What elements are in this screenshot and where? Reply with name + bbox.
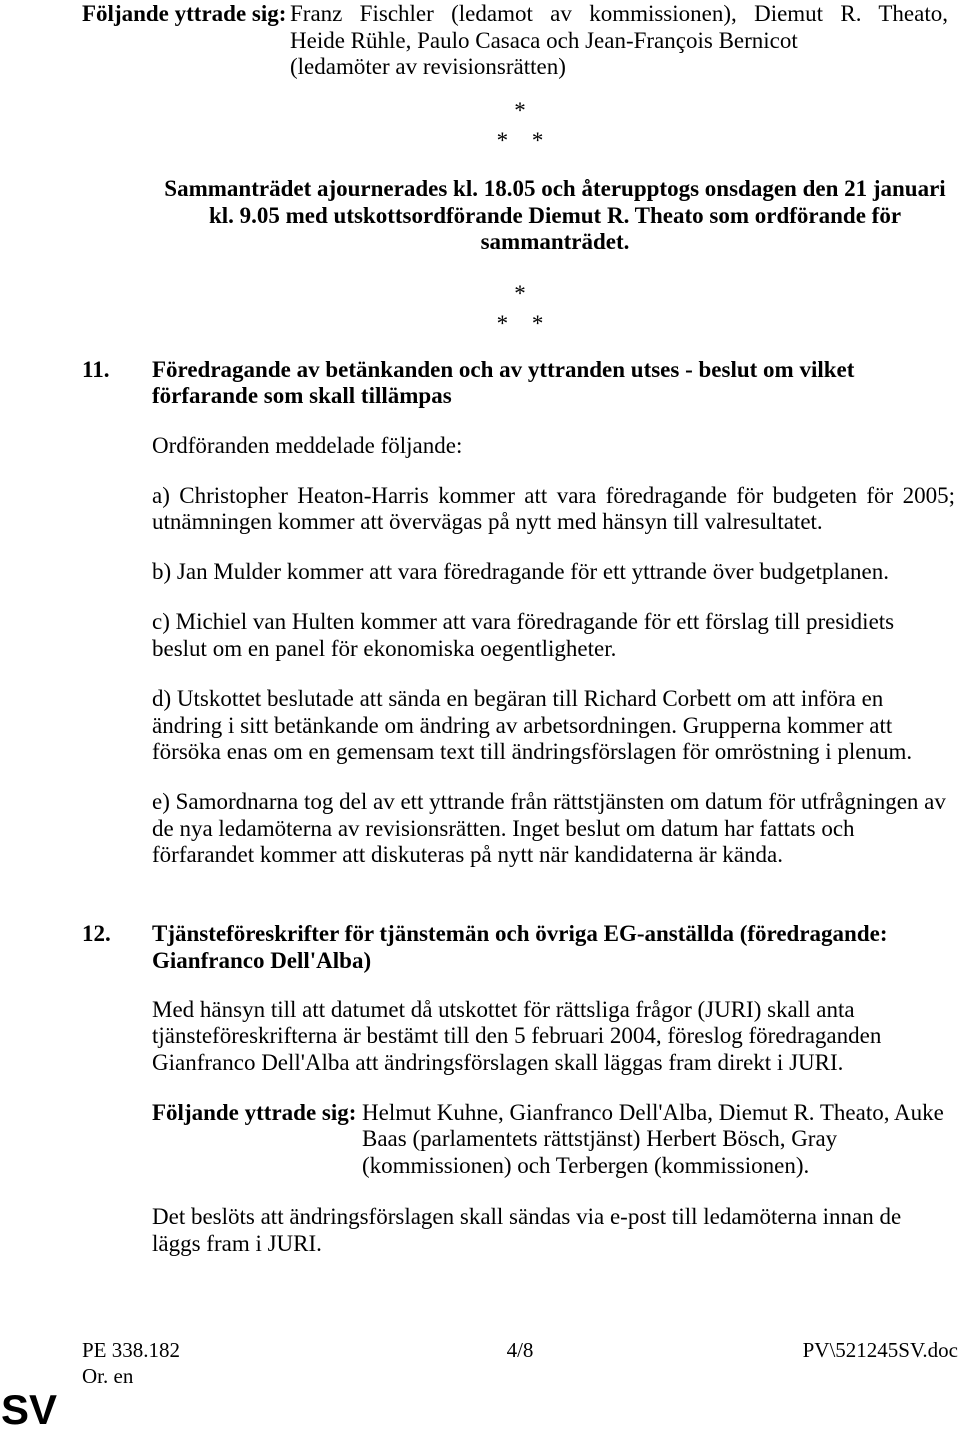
asterisk-line: *	[514, 98, 526, 123]
decision-line: Det beslöts att ändringsförslagen skall sändas via e-post till ledamöterna innan de	[152, 1204, 902, 1229]
file-name: PV\521245SV.doc	[802, 1338, 958, 1362]
page-number: 4/8	[506, 1338, 534, 1362]
agenda-item-title-line: förfarande som skall tillämpas	[152, 383, 452, 408]
decision-line: läggs fram i JURI.	[152, 1231, 322, 1256]
speaker-line: Heide Rühle, Paulo Casaca och Jean-François Bernicot	[290, 27, 798, 53]
speaker-line: (kommissionen) och Terbergen (kommissionen).	[362, 1153, 810, 1178]
point-line: b) Jan Mulder kommer att vara föredragande för ett yttrande över budgetplanen.	[152, 559, 889, 584]
speakers-label: Följande yttrade sig:	[152, 1100, 357, 1125]
point-line: de nya ledamöterna av revisionsrätten. Inget beslut om datum har fattats och	[152, 816, 855, 841]
document-reference: PE 338.182	[82, 1338, 181, 1362]
speaker-line: Franz Fischler (ledamot av kommissionen), Diemut R. Theato,	[290, 1, 948, 26]
point-line: utnämningen kommer att övervägas på nytt med hänsyn till valresultatet.	[152, 509, 823, 534]
body-line: tjänsteföreskrifterna är bestämt till den 5 februari 2004, föreslog föredraganden	[152, 1023, 882, 1048]
point-line: ändring i sitt betänkande om ändring av arbetsordningen. Grupperna kommer att	[152, 713, 893, 738]
asterisk-line: * *	[496, 311, 544, 336]
adjournment-line: kl. 9.05 med utskottsordförande Diemut R. Theato som ordförande för	[208, 203, 902, 228]
point-line: c) Michiel van Hulten kommer att vara föredragande för ett förslag till presidiets	[152, 609, 895, 634]
point-line: försöka enas om en gemensam text till ändringsförslagen för omröstning i plenum.	[152, 739, 913, 764]
agenda-item-title-line: Tjänsteföreskrifter för tjänstemän och övriga EG-anställda (föredragande:	[152, 921, 888, 946]
speakers-label: Följande yttrade sig:	[82, 1, 287, 26]
chair-announcement: Ordföranden meddelade följande:	[152, 433, 463, 458]
original-language: Or. en	[82, 1364, 134, 1388]
speaker-line: Baas (parlamentets rättstjänst) Herbert Bösch, Gray	[362, 1126, 838, 1151]
point-line: beslut om en panel för ekonomiska oegentligheter.	[152, 636, 617, 661]
point-line: a) Christopher Heaton-Harris kommer att vara föredragande för budgeten för 2005;	[152, 483, 955, 508]
asterisk-line: *	[514, 281, 526, 306]
language-code: SV	[1, 1386, 58, 1433]
agenda-item-title-line: Gianfranco Dell'Alba)	[152, 948, 372, 973]
agenda-item-number: 11.	[82, 357, 110, 382]
point-line: e) Samordnarna tog del av ett yttrande från rättstjänsten om datum för utfrågningen av	[152, 789, 946, 814]
speaker-line: (ledamöter av revisionsrätten)	[290, 54, 566, 79]
body-line: Gianfranco Dell'Alba att ändringsförslagen skall läggas fram direkt i JURI.	[152, 1050, 844, 1075]
point-line: förfarandet kommer att diskuteras på nytt när kandidaterna är kända.	[152, 842, 783, 867]
adjournment-line: sammanträdet.	[480, 229, 630, 254]
adjournment-line: Sammanträdet ajournerades kl. 18.05 och återupptogs onsdagen den 21 januari	[164, 176, 946, 201]
speaker-line: Helmut Kuhne, Gianfranco Dell'Alba, Diemut R. Theato, Auke	[362, 1100, 944, 1125]
agenda-item-number: 12.	[82, 921, 111, 946]
asterisk-line: * *	[496, 128, 544, 153]
agenda-item-title-line: Föredragande av betänkanden och av yttranden utses - beslut om vilket	[152, 357, 855, 382]
body-line: Med hänsyn till att datumet då utskottet för rättsliga frågor (JURI) skall anta	[152, 997, 855, 1022]
point-line: d) Utskottet beslutade att sända en begäran till Richard Corbett om att införa en	[152, 686, 884, 711]
